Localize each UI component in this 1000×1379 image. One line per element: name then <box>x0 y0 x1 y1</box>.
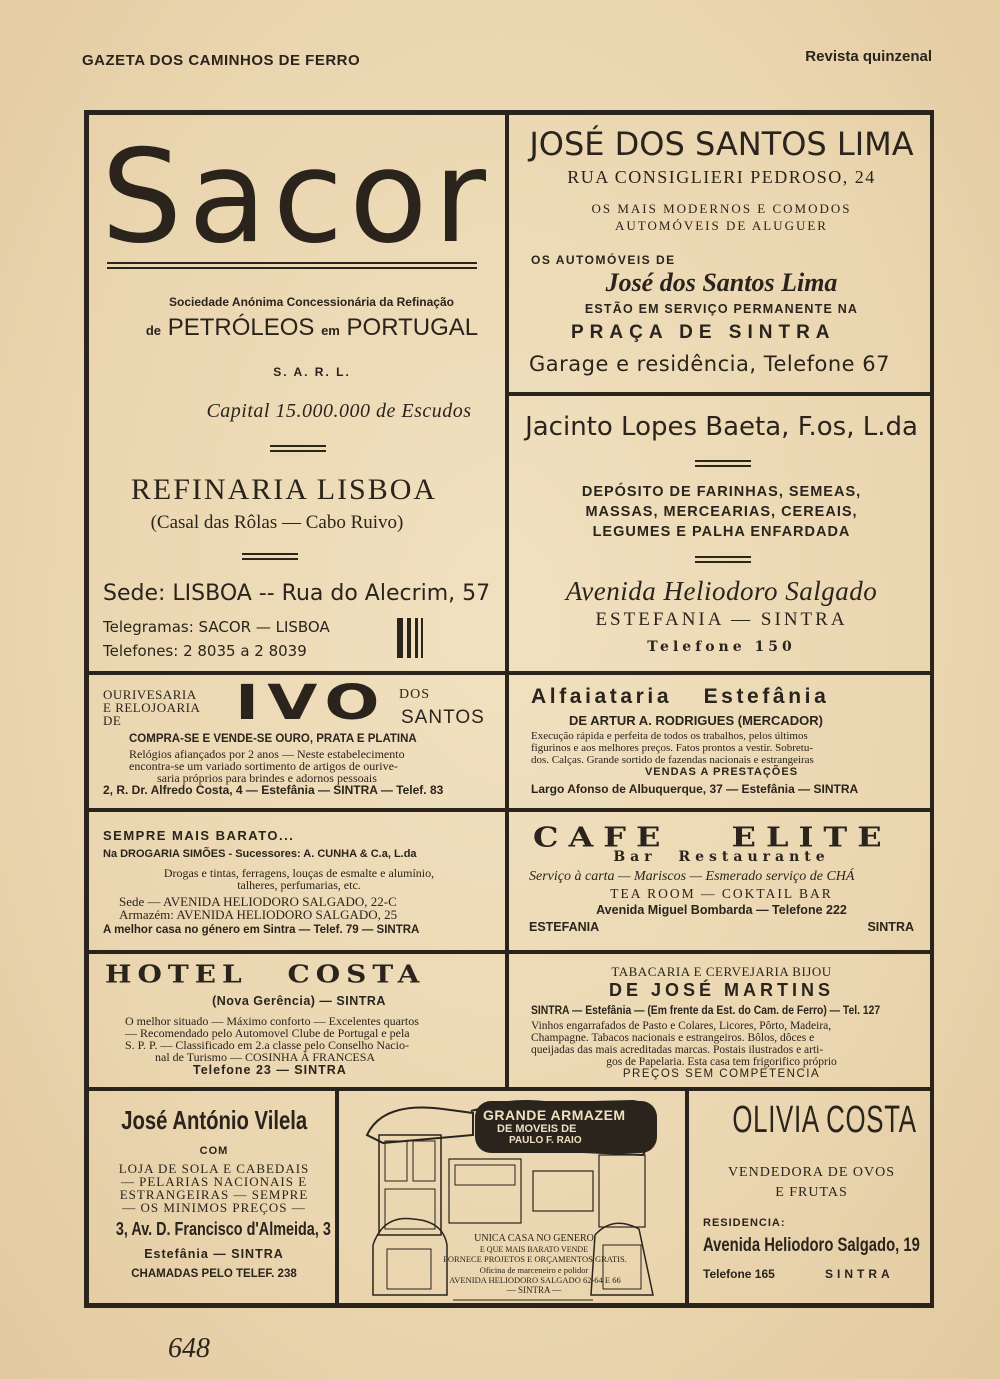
ad-drogaria-simoes <box>87 810 507 952</box>
jsl-script: José dos Santos Lima <box>605 268 838 297</box>
alfaiataria-sub: DE ARTUR A. RODRIGUES (MERCADOR) <box>569 713 823 728</box>
armazem-banner1: GRANDE ARMAZEM <box>483 1107 626 1123</box>
cafe-title: CAFE ELITE <box>533 820 892 854</box>
ivo-line1: COMPRA-SE E VENDE-SE OURO, PRATA E PLATINA <box>129 733 417 745</box>
ad-jacinto-lopes-baeta <box>507 394 932 673</box>
cafe-line2: TEA ROOM — COKTAIL BAR <box>610 886 833 901</box>
tabacaria-line3: SINTRA — Estefânia — (Em frente da Est. do Cam. de Ferro) — Tel. 127 <box>531 1005 881 1017</box>
sacor-portugal: PORTUGAL <box>346 314 479 341</box>
ivo-left2: E RELOJOARIA <box>103 700 201 715</box>
jacinto-rule <box>695 460 751 467</box>
tabacaria-line5: Champagne. Tabacos nacionais e estrangeiros. Bôlos, dôces e <box>531 1032 815 1044</box>
olivia-line4: Avenida Heliodoro Salgado, 19 <box>703 1235 920 1256</box>
sacor-casal: (Casal das Rôlas — Cabo Ruivo) <box>150 512 404 533</box>
sacor-sarl: S. A. R. L. <box>273 365 351 379</box>
armazem-line1: UNICA CASA NO GENERO <box>474 1233 594 1244</box>
sacor-line2 <box>89 314 507 342</box>
ad-armazem-moveis <box>337 1089 687 1305</box>
hotel-sub: (Nova Gerência) — SINTRA <box>212 994 386 1008</box>
ivo-line4: saria próprios para brindes e adornos pessoais <box>157 771 377 785</box>
hotel-line1: O melhor situado — Máximo conforto — Excelentes quartos <box>125 1014 419 1028</box>
armazem-line6: — SINTRA — <box>506 1285 562 1295</box>
alfaiataria-line3: dos. Calças. Grande sortido de fazendas nacionais e estrangeiras <box>531 754 814 766</box>
vilela-com: COM <box>199 1145 229 1157</box>
journal-title: GAZETA DOS CAMINHOS DE FERRO <box>82 52 361 69</box>
ivo-line2: Relógios afiançados por 2 anos — Neste estabelecimento <box>129 747 405 761</box>
alfaiataria-title: Alfaiataria Estefânia <box>531 685 830 708</box>
vilela-line3: ESTRANGEIRAS — SEMPRE <box>119 1187 309 1202</box>
sacor-logo: Sacor <box>101 123 492 272</box>
alfaiataria-line1: Execução rápida e perfeita de todos os trabalhos, pelos últimos <box>531 730 808 742</box>
drogaria-line3: Drogas e tintas, ferragens, louças de esmalte e alumínio, <box>163 866 435 880</box>
vilela-title-wrap <box>89 1105 337 1136</box>
tabacaria-line7: gos de Papelaria. Esta casa tem frigorifico próprio <box>606 1056 837 1068</box>
cafe-sub: Bar Restaurante <box>613 849 830 865</box>
olivia-line3: RESIDENCIA: <box>703 1217 786 1229</box>
ivo-line3: encontra-se um variado sortimento de artigos de ourive- <box>129 759 398 773</box>
jacinto-telefone: Telefone 150 <box>647 639 796 655</box>
ivo-right2: SANTOS <box>401 707 485 728</box>
drogaria-line1: SEMPRE MAIS BARATO... <box>103 828 295 843</box>
jsl-address: RUA CONSIGLIERI PEDROSO, 24 <box>567 167 876 187</box>
ivo-left1: OURIVESARIA <box>103 687 197 702</box>
armazem-line3: FORNECE PROJETOS E ORÇAMENTOS GRATIS. <box>443 1254 627 1264</box>
vilela-line4: — OS MINIMOS PREÇOS — <box>122 1200 306 1215</box>
olivia-line5: Telefone 165 <box>703 1267 775 1281</box>
olivia-line1: VENDEDORA DE OVOS <box>727 1165 896 1180</box>
jsl-title: JOSÉ DOS SANTOS LIMA <box>529 125 914 163</box>
ivo-right1: DOS <box>399 687 431 702</box>
olivia-line6: SINTRA <box>825 1267 894 1281</box>
ivo-line5: 2, R. Dr. Alfredo Costa, 4 — Estefânia — SINTRA — Telef. 83 <box>103 783 444 797</box>
hotel-line5: Telefone 23 — SINTRA <box>193 1063 347 1077</box>
sacor-em: em <box>321 323 340 338</box>
hotel-title: HOTEL COSTA <box>105 960 426 989</box>
ad-ivo <box>87 673 507 810</box>
jsl-line6: Garage e residência, Telefone 67 <box>529 352 890 376</box>
jsl-line4: ESTÃO EM SERVIÇO PERMANENTE NA <box>584 302 859 316</box>
tabacaria-line6: queijadas das mais acreditadas marcas. Postais ilustrados e arti- <box>531 1044 824 1056</box>
drogaria-line4: talheres, perfumarias, etc. <box>237 878 361 892</box>
olivia-line4-wrap <box>703 1235 932 1257</box>
sacor-line1: Sociedade Anónima Concessionária da Refinação <box>169 295 454 309</box>
vilela-line6: Estefânia — SINTRA <box>144 1247 284 1261</box>
jsl-line5: PRAÇA DE SINTRA <box>571 322 836 343</box>
vilela-line5-wrap <box>89 1219 337 1240</box>
jacinto-rule2 <box>695 556 751 563</box>
sacor-refinaria: REFINARIA LISBOA <box>130 473 438 506</box>
jacinto-estefania: ESTEFANIA — SINTRA <box>595 609 848 630</box>
olivia-title-wrap <box>689 1099 932 1142</box>
tabacaria-line4: Vinhos engarrafados de Pasto e Colares, Licores, Pôrto, Madeira, <box>531 1020 832 1032</box>
jacinto-title: Jacinto Lopes Baeta, F.os, L.da <box>525 412 918 442</box>
tabacaria-line8: PREÇOS SEM COMPETENCIA <box>622 1068 821 1080</box>
sacor-telegramas: Telegramas: SACOR — LISBOA <box>103 618 330 636</box>
drogaria-line7: A melhor casa no género em Sintra — Telef. 79 — SINTRA <box>103 924 420 936</box>
sacor-rule <box>270 445 326 452</box>
alfaiataria-line5: Largo Afonso de Albuquerque, 37 — Estefânia — SINTRA <box>531 782 859 796</box>
armazem-line2: E QUE MAIS BARATO VENDE <box>479 1245 589 1254</box>
vilela-title: José António Vilela <box>121 1105 307 1135</box>
vilela-line5: 3, Av. D. Francisco d'Almeida, 3 <box>115 1219 331 1239</box>
olivia-title: OLIVIA COSTA <box>732 1099 917 1141</box>
page-number: 648 <box>168 1333 210 1364</box>
cafe-line3: Avenida Miguel Bombarda — Telefone 222 <box>596 903 847 917</box>
jsl-line3: OS AUTOMÓVEIS DE <box>531 253 676 267</box>
sacor-underline <box>107 262 477 269</box>
jsl-line1: OS MAIS MODERNOS E COMODOS <box>591 201 852 216</box>
sacor-de: de <box>145 323 162 338</box>
olivia-line2: E FRUTAS <box>775 1185 848 1200</box>
hotel-line3: S. P. P. — Classificado em 2.a classe pelo Conselho Nacio- <box>125 1038 409 1052</box>
sacor-telefones: Telefones: 2 8035 a 2 8039 <box>103 642 307 660</box>
ad-alfaiataria <box>507 673 932 810</box>
ad-hotel-costa <box>87 952 507 1089</box>
armazem-line5: AVENIDA HELIODORO SALGADO 62-64 E 66 <box>449 1275 621 1285</box>
sacor-sede: Sede: LISBOA -- Rua do Alecrim, 57 <box>103 581 491 606</box>
cafe-line1: Serviço à carta — Mariscos — Esmerado serviço de CHÁ <box>529 869 855 884</box>
sacor-capital: Capital 15.000.000 de Escudos <box>206 400 472 422</box>
jacinto-line3: LEGUMES E PALHA ENFARDADA <box>592 524 851 540</box>
tabacaria-line2: DE JOSÉ MARTINS <box>608 980 835 1000</box>
ivo-logo: IVO <box>235 675 388 731</box>
armazem-banner2: DE MOVEIS DE <box>497 1123 577 1135</box>
ad-jose-santos-lima <box>507 113 932 394</box>
jacinto-line2: MASSAS, MERCEARIAS, CEREAIS, <box>585 504 858 520</box>
ad-jose-antonio-vilela <box>87 1089 337 1305</box>
sacor-rule2 <box>242 553 298 560</box>
alfaiataria-line2: figurinos e aos melhores preços. Fatos prontos a vestir. Sobretu- <box>531 742 813 754</box>
ad-olivia-costa <box>687 1089 932 1305</box>
armazem-banner3: PAULO F. RAIO <box>509 1135 582 1146</box>
tabacaria-line1: TABACARIA E CERVEJARIA BIJOU <box>611 964 832 979</box>
jacinto-line1: DEPÓSITO DE FARINHAS, SEMEAS, <box>581 484 862 500</box>
alfaiataria-line4: VENDAS A PRESTAÇÕES <box>644 766 799 778</box>
jacinto-avenida: Avenida Heliodoro Salgado <box>565 576 878 606</box>
drogaria-line5: Sede — AVENIDA HELIODORO SALGADO, 22-C <box>119 894 397 909</box>
ad-sacor <box>87 113 507 673</box>
cafe-right: SINTRA <box>867 920 914 934</box>
vilela-line7: CHAMADAS PELO TELEF. 238 <box>131 1268 297 1280</box>
sacor-bars-icon <box>397 618 427 658</box>
vilela-line1: LOJA DE SOLA E CABEDAIS <box>118 1161 310 1176</box>
drogaria-line2: Na DROGARIA SIMÕES - Sucessores: A. CUNHA & C.a, L.da <box>103 848 417 860</box>
ivo-left3: DE <box>103 713 122 728</box>
ad-tabacaria-bijou <box>507 952 932 1089</box>
hotel-line2: — Recomendado pelo Automovel Clube de Portugal e pela <box>125 1026 410 1040</box>
sacor-petroleos: PETRÓLEOS <box>167 314 315 341</box>
armazem-line4: Oficina de marceneiro e polidor <box>479 1265 589 1275</box>
ad-cafe-elite <box>507 810 932 952</box>
hotel-line4: nal de Turismo — COSINHA À FRANCESA <box>155 1050 376 1064</box>
journal-subtitle: Revista quinzenal <box>805 48 932 65</box>
vilela-line2: — PELARIAS NACIONAIS E <box>120 1174 308 1189</box>
jsl-line2: AUTOMÓVEIS DE ALUGUER <box>615 218 828 233</box>
drogaria-line6: Armazém: AVENIDA HELIODORO SALGADO, 25 <box>119 907 398 922</box>
cafe-left: ESTEFANIA <box>529 920 600 934</box>
